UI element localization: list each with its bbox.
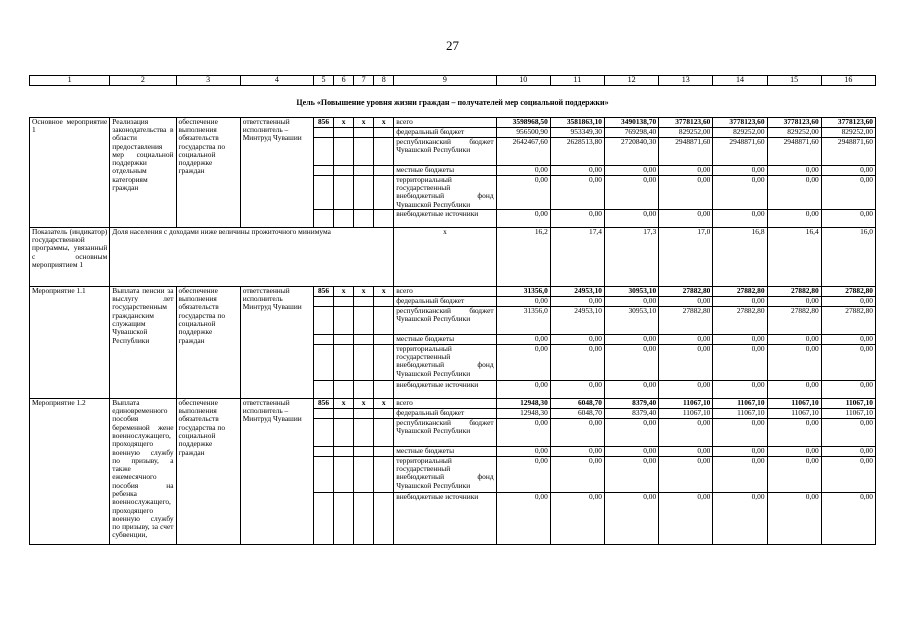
amount-cell: 11067,10 <box>821 408 875 418</box>
code-cell <box>334 418 354 446</box>
amount-cell: 0,00 <box>767 209 821 227</box>
amount-cell: 0,00 <box>604 175 658 209</box>
amount-cell: 0,00 <box>713 446 767 456</box>
column-number: 2 <box>110 76 176 86</box>
amount-cell: 953349,30 <box>550 127 604 137</box>
amount-cell: 829252,00 <box>659 127 713 137</box>
amount-cell: 27882,80 <box>821 286 875 296</box>
code-cell <box>334 408 354 418</box>
code-cell <box>354 380 374 398</box>
funding-source: местные бюджеты <box>394 446 496 456</box>
amount-cell: 0,00 <box>550 418 604 446</box>
code-cell <box>313 446 333 456</box>
amount-cell: 2948871,60 <box>659 137 713 165</box>
amount-cell: 30953,10 <box>604 286 658 296</box>
code-cell <box>374 344 394 380</box>
responsible-executor: ответственный исполнитель – Минтруд Чувашии <box>240 398 313 544</box>
column-number: 10 <box>496 76 550 86</box>
amount-cell: 2948871,60 <box>713 137 767 165</box>
event-task: обеспечение выполнения обязательств государства по социальной поддержке граждан <box>176 117 240 227</box>
funding-source: внебюджетные источники <box>394 492 496 544</box>
amount-cell: 0,00 <box>550 296 604 306</box>
amount-cell: 0,00 <box>496 380 550 398</box>
column-number: 15 <box>767 76 821 86</box>
amount-cell: 0,00 <box>496 492 550 544</box>
indicator-value: 16,4 <box>767 227 821 286</box>
amount-cell: 11067,10 <box>821 398 875 408</box>
funding-source: всего <box>394 117 496 127</box>
amount-cell: 0,00 <box>713 175 767 209</box>
amount-cell: 6048,70 <box>550 398 604 408</box>
event-description: Выплата пенсии за выслугу лет государственным гражданским служащим Чувашской Республики <box>110 286 176 398</box>
funding-source: федеральный бюджет <box>394 127 496 137</box>
code-cell <box>334 344 354 380</box>
amount-cell: 3778123,60 <box>659 117 713 127</box>
amount-cell: 0,00 <box>767 446 821 456</box>
column-number: 5 <box>313 76 333 86</box>
amount-cell: 2948871,60 <box>821 137 875 165</box>
event-name: Мероприятие 1.2 <box>30 398 110 544</box>
code-cell <box>354 446 374 456</box>
indicator-value: 17,3 <box>604 227 658 286</box>
amount-cell: 0,00 <box>821 334 875 344</box>
amount-cell: 769298,40 <box>604 127 658 137</box>
funding-source: территориальный государственный внебюджетный фонд Чувашской Республики <box>394 175 496 209</box>
funding-source: республиканский бюджет Чувашской Республики <box>394 306 496 334</box>
amount-cell: 0,00 <box>767 344 821 380</box>
amount-cell: 0,00 <box>767 175 821 209</box>
code-cell <box>313 334 333 344</box>
goal-row <box>30 85 876 117</box>
amount-cell: 0,00 <box>821 418 875 446</box>
code-cell <box>334 165 354 175</box>
code-cell: x <box>374 286 394 296</box>
column-number: 8 <box>374 76 394 86</box>
indicator-value: 16,0 <box>821 227 875 286</box>
amount-cell: 27882,80 <box>659 306 713 334</box>
amount-cell: 0,00 <box>713 344 767 380</box>
amount-cell: 0,00 <box>821 492 875 544</box>
code-cell <box>354 296 374 306</box>
funding-source: местные бюджеты <box>394 334 496 344</box>
amount-cell: 30953,10 <box>604 306 658 334</box>
code-cell <box>334 209 354 227</box>
funding-source: федеральный бюджет <box>394 408 496 418</box>
code-cell <box>374 446 394 456</box>
code-cell <box>313 175 333 209</box>
funding-source: территориальный государственный внебюджетный фонд Чувашской Республики <box>394 456 496 492</box>
amount-cell: 0,00 <box>496 344 550 380</box>
amount-cell: 0,00 <box>604 334 658 344</box>
amount-cell: 27882,80 <box>767 286 821 296</box>
amount-cell: 0,00 <box>604 492 658 544</box>
amount-cell: 0,00 <box>713 492 767 544</box>
responsible-executor: ответственный исполнитель – Минтруд Чувашии <box>240 117 313 227</box>
amount-cell: 0,00 <box>496 334 550 344</box>
funding-source: республиканский бюджет Чувашской Республики <box>394 137 496 165</box>
amount-cell: 0,00 <box>604 418 658 446</box>
code-cell: x <box>334 117 354 127</box>
code-cell <box>374 127 394 137</box>
amount-cell: 11067,10 <box>659 408 713 418</box>
amount-cell: 0,00 <box>550 456 604 492</box>
amount-cell: 2628513,80 <box>550 137 604 165</box>
amount-cell: 0,00 <box>821 446 875 456</box>
amount-cell: 0,00 <box>821 296 875 306</box>
code-cell <box>374 137 394 165</box>
funding-source: местные бюджеты <box>394 165 496 175</box>
amount-cell: 0,00 <box>496 446 550 456</box>
amount-cell: 27882,80 <box>821 306 875 334</box>
amount-cell: 0,00 <box>659 446 713 456</box>
code-cell <box>374 418 394 446</box>
amount-cell: 27882,80 <box>713 306 767 334</box>
amount-cell: 0,00 <box>659 344 713 380</box>
indicator-value: 16,8 <box>713 227 767 286</box>
code-cell <box>334 296 354 306</box>
amount-cell: 0,00 <box>496 418 550 446</box>
code-cell <box>313 165 333 175</box>
code-cell <box>374 165 394 175</box>
amount-cell: 31356,0 <box>496 286 550 296</box>
amount-cell: 0,00 <box>604 296 658 306</box>
amount-cell: 8379,40 <box>604 398 658 408</box>
event-description: Выплата единовременного пособия беременной жене военнослужащего, проходящего военную службу по призыву, а также ежемесячного пособия на ребенка военнослужащего, проходящего военную службу по призыву, за счет субвенции, <box>110 398 176 544</box>
amount-cell: 0,00 <box>496 296 550 306</box>
amount-cell: 3778123,60 <box>767 117 821 127</box>
code-cell <box>334 175 354 209</box>
amount-cell: 24953,10 <box>550 306 604 334</box>
code-cell <box>334 127 354 137</box>
table-row <box>30 117 876 127</box>
amount-cell: 0,00 <box>604 344 658 380</box>
funding-source: всего <box>394 398 496 408</box>
code-cell: x <box>354 398 374 408</box>
column-number: 7 <box>354 76 374 86</box>
amount-cell: 0,00 <box>496 456 550 492</box>
code-cell <box>354 492 374 544</box>
amount-cell: 31356,0 <box>496 306 550 334</box>
funding-source: внебюджетные источники <box>394 380 496 398</box>
code-cell <box>334 380 354 398</box>
amount-cell: 0,00 <box>604 456 658 492</box>
table-row <box>30 398 876 408</box>
code-cell <box>354 137 374 165</box>
funding-source: территориальный государственный внебюджетный фонд Чувашской Республики <box>394 344 496 380</box>
code-cell <box>354 334 374 344</box>
event-name: Мероприятие 1.1 <box>30 286 110 398</box>
column-number: 3 <box>176 76 240 86</box>
code-cell: x <box>334 286 354 296</box>
amount-cell: 0,00 <box>550 344 604 380</box>
responsible-executor: ответственный исполнитель Минтруд Чувашии <box>240 286 313 398</box>
indicator-value: 17,0 <box>659 227 713 286</box>
column-number: 4 <box>240 76 313 86</box>
column-number: 14 <box>713 76 767 86</box>
amount-cell: 0,00 <box>821 380 875 398</box>
budget-table <box>29 75 876 545</box>
code-cell <box>374 306 394 334</box>
amount-cell: 0,00 <box>821 456 875 492</box>
amount-cell: 0,00 <box>550 446 604 456</box>
code-cell <box>374 408 394 418</box>
indicator-name: Показатель (индикатор) государственной программы, увязанный с основным мероприятием 1 <box>30 227 110 286</box>
amount-cell: 0,00 <box>604 380 658 398</box>
column-number: 13 <box>659 76 713 86</box>
code-cell <box>313 127 333 137</box>
code-cell <box>313 418 333 446</box>
amount-cell: 11067,10 <box>767 408 821 418</box>
amount-cell: 0,00 <box>604 165 658 175</box>
column-number: 6 <box>334 76 354 86</box>
amount-cell: 0,00 <box>767 296 821 306</box>
amount-cell: 27882,80 <box>659 286 713 296</box>
code-cell <box>313 137 333 165</box>
amount-cell: 0,00 <box>604 446 658 456</box>
amount-cell: 0,00 <box>821 165 875 175</box>
indicator-code: x <box>394 227 496 286</box>
amount-cell: 0,00 <box>821 209 875 227</box>
amount-cell: 11067,10 <box>713 398 767 408</box>
amount-cell: 829252,00 <box>713 127 767 137</box>
amount-cell: 0,00 <box>604 209 658 227</box>
amount-cell: 0,00 <box>767 165 821 175</box>
amount-cell: 2948871,60 <box>767 137 821 165</box>
amount-cell: 0,00 <box>496 165 550 175</box>
code-cell: x <box>374 398 394 408</box>
funding-source: всего <box>394 286 496 296</box>
code-cell <box>354 165 374 175</box>
amount-cell: 0,00 <box>550 165 604 175</box>
budget-code: 856 <box>313 117 333 127</box>
amount-cell: 0,00 <box>659 296 713 306</box>
code-cell <box>374 296 394 306</box>
code-cell <box>334 137 354 165</box>
code-cell <box>313 209 333 227</box>
event-task: обеспечение выполнения обязательств государства по социальной поддержке граждан <box>176 286 240 398</box>
amount-cell: 24953,10 <box>550 286 604 296</box>
code-cell <box>354 175 374 209</box>
column-number: 16 <box>821 76 875 86</box>
column-number-row <box>30 76 876 86</box>
code-cell <box>374 456 394 492</box>
code-cell <box>313 306 333 334</box>
amount-cell: 0,00 <box>496 175 550 209</box>
amount-cell: 12948,30 <box>496 398 550 408</box>
amount-cell: 0,00 <box>659 418 713 446</box>
column-number: 12 <box>604 76 658 86</box>
amount-cell: 8379,40 <box>604 408 658 418</box>
amount-cell: 0,00 <box>767 456 821 492</box>
amount-cell: 0,00 <box>550 492 604 544</box>
code-cell <box>334 306 354 334</box>
amount-cell: 0,00 <box>659 209 713 227</box>
code-cell <box>313 456 333 492</box>
column-number: 9 <box>394 76 496 86</box>
amount-cell: 3778123,60 <box>713 117 767 127</box>
goal-title: Цель «Повышение уровня жизни граждан – получателей мер социальной поддержки» <box>30 85 876 117</box>
code-cell <box>313 492 333 544</box>
amount-cell: 0,00 <box>767 334 821 344</box>
amount-cell: 12948,30 <box>496 408 550 418</box>
amount-cell: 829252,00 <box>767 127 821 137</box>
amount-cell: 0,00 <box>550 175 604 209</box>
amount-cell: 956500,90 <box>496 127 550 137</box>
code-cell <box>354 306 374 334</box>
amount-cell: 0,00 <box>659 380 713 398</box>
event-description: Реализация законодательства в области предоставления мер социальной поддержки отдельным категориям граждан <box>110 117 176 227</box>
amount-cell: 0,00 <box>713 456 767 492</box>
amount-cell: 0,00 <box>659 165 713 175</box>
code-cell <box>374 334 394 344</box>
event-name: Основное мероприятие 1 <box>30 117 110 227</box>
amount-cell: 0,00 <box>659 175 713 209</box>
funding-source: внебюджетные источники <box>394 209 496 227</box>
code-cell <box>354 127 374 137</box>
amount-cell: 0,00 <box>550 209 604 227</box>
code-cell <box>334 446 354 456</box>
amount-cell: 0,00 <box>713 418 767 446</box>
amount-cell: 0,00 <box>767 380 821 398</box>
amount-cell: 0,00 <box>713 296 767 306</box>
amount-cell: 0,00 <box>713 209 767 227</box>
budget-code: 856 <box>313 286 333 296</box>
code-cell <box>354 456 374 492</box>
amount-cell: 3598968,50 <box>496 117 550 127</box>
indicator-description: Доля населения с доходами ниже величины прожиточного минимума <box>110 227 394 286</box>
amount-cell: 11067,10 <box>767 398 821 408</box>
amount-cell: 0,00 <box>550 334 604 344</box>
code-cell <box>354 418 374 446</box>
amount-cell: 11067,10 <box>659 398 713 408</box>
event-task: обеспечение выполнения обязательств государства по социальной поддержке граждан <box>176 398 240 544</box>
amount-cell: 3778123,60 <box>821 117 875 127</box>
code-cell <box>374 209 394 227</box>
amount-cell: 0,00 <box>659 334 713 344</box>
amount-cell: 829252,00 <box>821 127 875 137</box>
amount-cell: 0,00 <box>767 492 821 544</box>
amount-cell: 6048,70 <box>550 408 604 418</box>
amount-cell: 2642467,60 <box>496 137 550 165</box>
amount-cell: 27882,80 <box>713 286 767 296</box>
amount-cell: 2720840,30 <box>604 137 658 165</box>
amount-cell: 0,00 <box>767 418 821 446</box>
amount-cell: 0,00 <box>659 456 713 492</box>
table-body <box>30 76 876 545</box>
code-cell <box>374 380 394 398</box>
funding-source: республиканский бюджет Чувашской Республики <box>394 418 496 446</box>
code-cell <box>354 344 374 380</box>
amount-cell: 0,00 <box>496 209 550 227</box>
amount-cell: 0,00 <box>550 380 604 398</box>
amount-cell: 11067,10 <box>713 408 767 418</box>
code-cell: x <box>334 398 354 408</box>
code-cell <box>374 175 394 209</box>
code-cell <box>334 492 354 544</box>
code-cell <box>334 456 354 492</box>
code-cell: x <box>354 117 374 127</box>
amount-cell: 3490138,70 <box>604 117 658 127</box>
amount-cell: 0,00 <box>659 492 713 544</box>
amount-cell: 0,00 <box>713 380 767 398</box>
table-row <box>30 286 876 296</box>
code-cell <box>313 296 333 306</box>
amount-cell: 0,00 <box>713 165 767 175</box>
amount-cell: 0,00 <box>821 175 875 209</box>
page-number: 27 <box>446 38 459 53</box>
code-cell: x <box>354 286 374 296</box>
code-cell <box>354 209 374 227</box>
code-cell <box>354 408 374 418</box>
code-cell <box>313 380 333 398</box>
indicator-row <box>30 227 876 286</box>
indicator-value: 16,2 <box>496 227 550 286</box>
code-cell <box>313 408 333 418</box>
column-number: 11 <box>550 76 604 86</box>
amount-cell: 3581863,10 <box>550 117 604 127</box>
indicator-value: 17,4 <box>550 227 604 286</box>
code-cell <box>374 492 394 544</box>
column-number: 1 <box>30 76 110 86</box>
amount-cell: 0,00 <box>821 344 875 380</box>
code-cell: x <box>374 117 394 127</box>
amount-cell: 27882,80 <box>767 306 821 334</box>
code-cell <box>334 334 354 344</box>
budget-code: 856 <box>313 398 333 408</box>
amount-cell: 0,00 <box>713 334 767 344</box>
code-cell <box>313 344 333 380</box>
funding-source: федеральный бюджет <box>394 296 496 306</box>
